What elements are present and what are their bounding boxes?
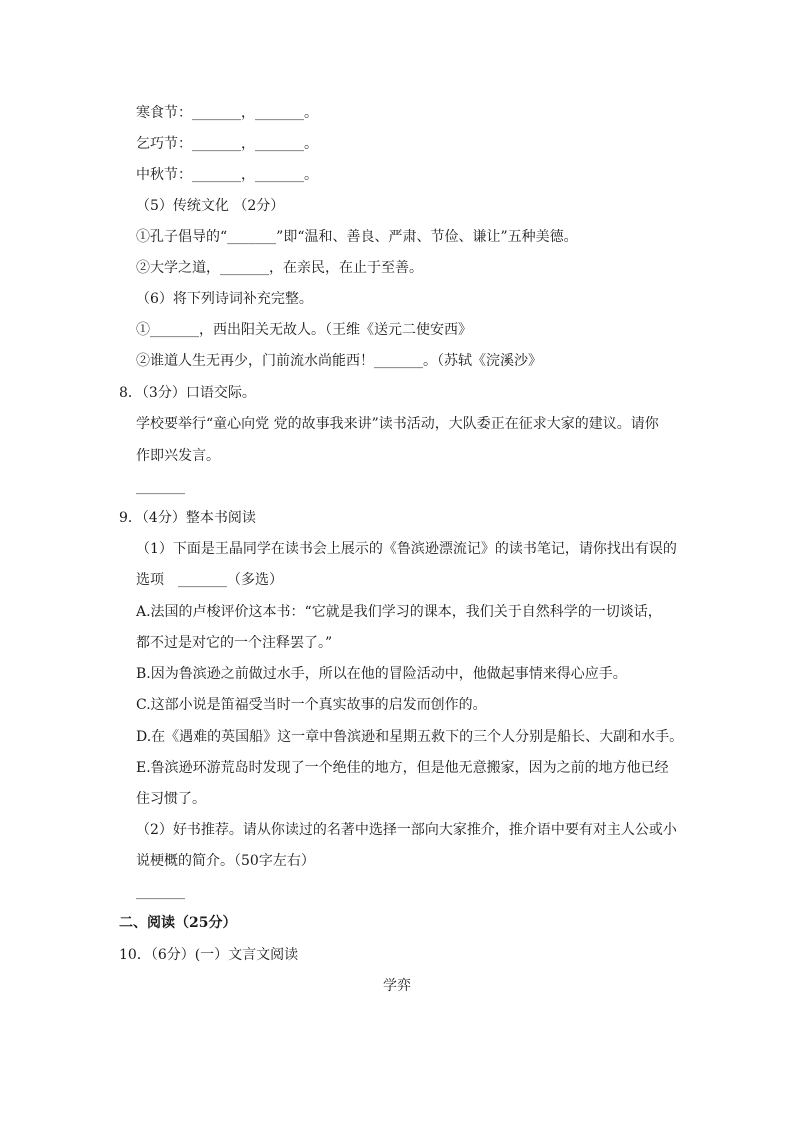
section-heading: （5）传统文化 （2分）	[136, 198, 285, 214]
text-line: ②谁道人生无再少，门前流水尚能西！_______。（苏轼《浣溪沙》	[136, 353, 542, 369]
question-heading: 8．（3分）口语交际。	[119, 385, 256, 401]
section-heading: （6）将下列诗词补充完整。	[136, 291, 313, 307]
text-line: ①孔子倡导的“_______”即“温和、善良、严肃、节俭、谦让”五种美德。	[136, 229, 578, 245]
option-b: B.因为鲁滨逊之前做过水手，所以在他的冒险活动中，他做起事情来得心应手。	[136, 666, 627, 682]
passage-title: 学弈	[383, 978, 411, 994]
option-d: D.在《遇难的英国船》这一章中鲁滨逊和星期五救下的三个人分别是船长、大副和水手。	[136, 729, 684, 745]
option-e: E.鲁滨逊环游荒岛时发现了一个绝佳的地方，但是他无意搬家，因为之前的地方他已经	[136, 760, 669, 776]
text-line: ①_______，西出阳关无故人。（王维《送元二使安西》	[136, 322, 472, 338]
text-line: （1）下面是王晶同学在读书会上展示的《鲁滨逊漂流记》的读书笔记，请你找出有误的	[136, 541, 677, 557]
text-line: 说梗概的简介。（50字左右）	[136, 853, 315, 869]
text-line: 学校要举行“童心向党 党的故事我来讲”读书活动，大队委正在征求大家的建议。请你	[136, 416, 659, 432]
text-line: 寒食节：_______，_______。	[136, 105, 318, 121]
answer-blank: _______	[136, 884, 185, 900]
text-line: 作即兴发言。	[136, 448, 220, 464]
text-line: ②大学之道，_______，在亲民，在止于至善。	[136, 260, 423, 276]
question-heading: 10．（6分）(一）文言文阅读	[119, 947, 299, 963]
part-heading: 二、阅读（25分）	[119, 915, 237, 931]
text-line: （2）好书推荐。请从你读过的名著中选择一部向大家推介，推介语中要有对主人公或小	[136, 822, 677, 838]
text-line: 选项 _______（多选）	[136, 572, 283, 588]
answer-blank: _______	[136, 479, 185, 495]
text-line: 住习惯了。	[136, 791, 206, 807]
option-c: C.这部小说是笛福受当时一个真实故事的启发而创作的。	[136, 697, 487, 713]
text-line: 乞巧节：_______，_______。	[136, 136, 318, 152]
text-line: 都不过是对它的一个注释罢了。”	[136, 635, 333, 651]
text-line: 中秋节：_______，_______。	[136, 167, 318, 183]
question-heading: 9．（4分）整本书阅读	[119, 510, 256, 526]
option-a: A.法国的卢梭评价这本书：“它就是我们学习的课本，我们关于自然科学的一切谈话，	[136, 604, 662, 620]
